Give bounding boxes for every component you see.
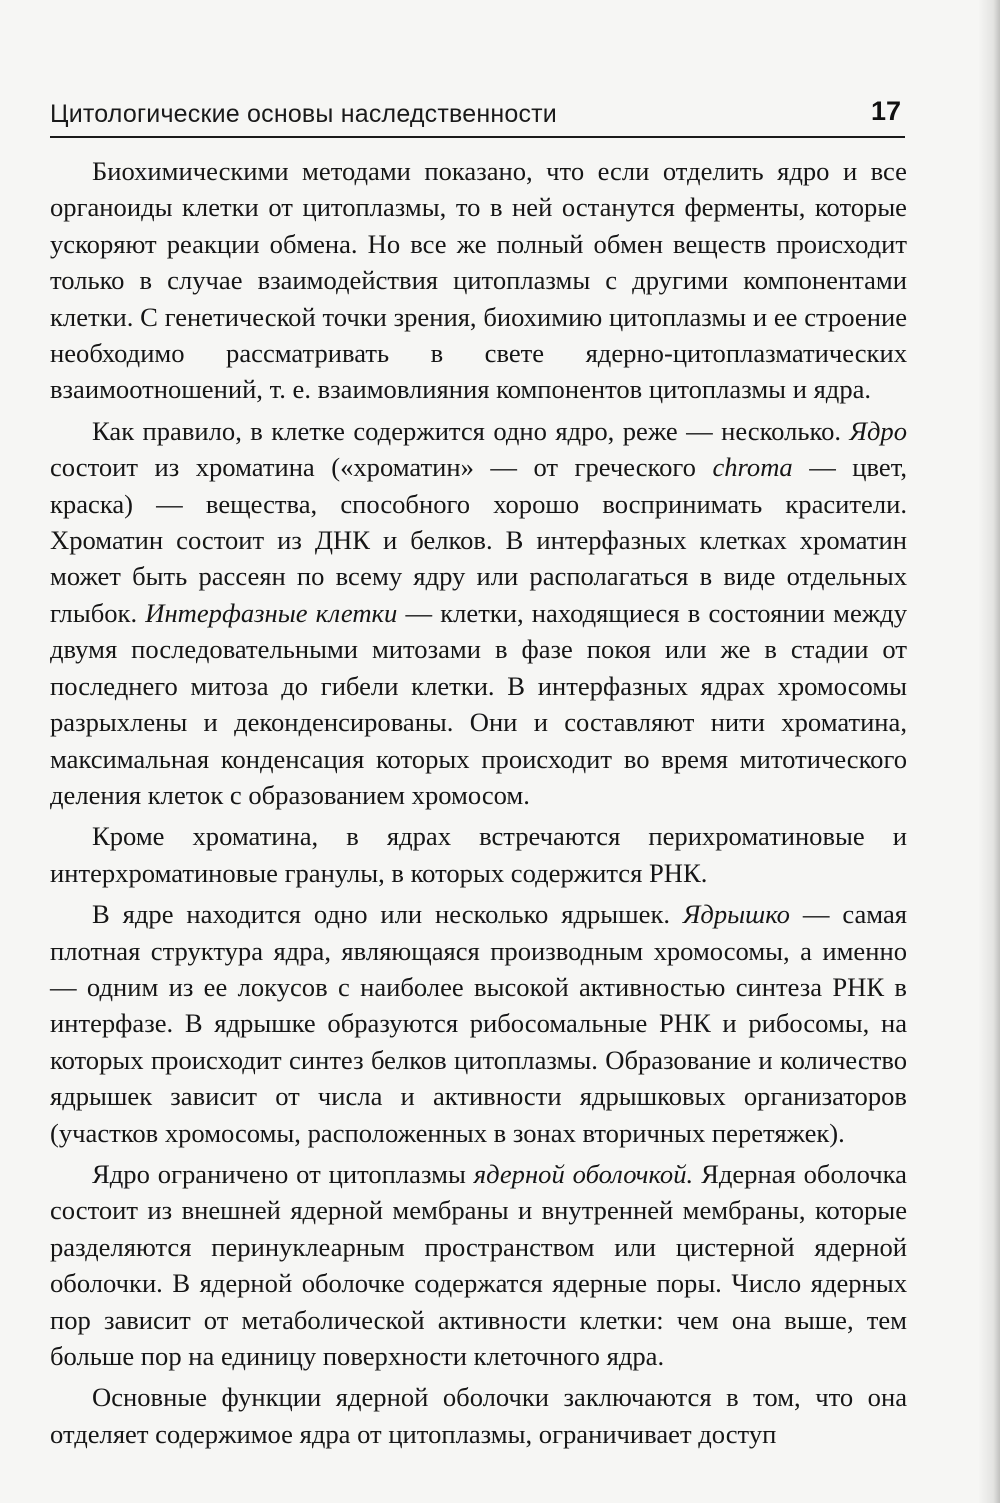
body-text	[50, 153, 907, 1457]
italic-term: Ядро	[849, 415, 907, 446]
paragraph	[50, 896, 907, 1151]
text-run: В ядре находится одно или несколько ядрышек.	[92, 899, 683, 930]
paragraph	[50, 1156, 907, 1374]
paragraph	[50, 818, 907, 891]
italic-term: Интерфазные клетки	[145, 597, 398, 628]
page-edge-shadow	[978, 0, 1000, 1503]
text-run: Основные функции ядерной оболочки заключаются в том, что она отделяет содержимое ядра от цитоплазмы, ограничивает доступ	[50, 1382, 907, 1449]
running-title: Цитологические основы наследственности	[50, 100, 557, 128]
text-run: — цвет, краска) — вещества, способного хорошо воспринимать красители. Хроматин состоит из ДНК и белков. В интерфазных клетках хроматин может быть рассеян по всему ядру или располагаться в виде отдельных глыбок.	[50, 452, 907, 628]
text-run: — самая плотная структура ядра, являющаяся производным хромосомы, а именно — одним из ее локусов с наиболее высокой активностью синтеза РНК в интерфазе. В ядрышке образуются рибосомальные РНК и рибосомы, на которых происходит синтез белков цитоплазмы. Образование и количество ядрышек зависит от числа и активности ядрышковых организаторов (участков хромосомы, расположенных в зонах вторичных перетяжек).	[50, 899, 907, 1148]
italic-term: Ядрышко	[682, 899, 790, 930]
text-run: Ядро ограничено от цитоплазмы	[92, 1158, 474, 1189]
page-number: 17	[870, 96, 901, 126]
text-run: — клетки, находящиеся в состоянии между двумя последовательными митозами в фазе покоя или же в стадии от последнего митоза до гибели клетки. В интерфазных ядрах хромосомы разрыхлены и деконденсированы. Они и составляют нити хроматина, максимальная конденсация которых происходит во время митотического деления клеток с образованием хромосом.	[50, 597, 907, 810]
text-run: Ядерная оболочка состоит из внешней ядерной мембраны и внутренней мембраны, которые разделяются перинуклеарным пространством или цистерной ядерной оболочки. В ядерной оболочке содержатся ядерные поры. Число ядерных пор зависит от метаболической активности клетки: чем она выше, тем больше пор на единицу поверхности клеточного ядра.	[50, 1158, 907, 1371]
italic-term: chroma	[712, 452, 793, 483]
text-run: Биохимическими методами показано, что если отделить ядро и все органоиды клетки от цитоплазмы, то в ней останутся ферменты, которые ускоряют реакции обмена. Но все же полный обмен веществ происходит только в случае взаимодействия цитоплазмы с другими компонентами клетки. С генетической точки зрения, биохимию цитоплазмы и ее строение необходимо рассматривать в свете ядерно-цитоплазматических взаимоотношений, т. е. взаимовлияния компонентов цитоплазмы и ядра.	[50, 156, 907, 405]
text-run: Кроме хроматина, в ядрах встречаются перихроматиновые и интерхроматиновые гранулы, в которых содержится РНК.	[50, 821, 907, 888]
paragraph	[50, 413, 907, 813]
text-run: состоит из хроматина («хроматин» — от греческого	[50, 452, 713, 483]
paragraph	[50, 1379, 907, 1452]
paragraph	[50, 153, 907, 408]
italic-term: ядерной оболочкой.	[473, 1158, 694, 1189]
running-header	[50, 96, 905, 138]
text-run: Как правило, в клетке содержится одно ядро, реже — несколько.	[92, 415, 850, 446]
